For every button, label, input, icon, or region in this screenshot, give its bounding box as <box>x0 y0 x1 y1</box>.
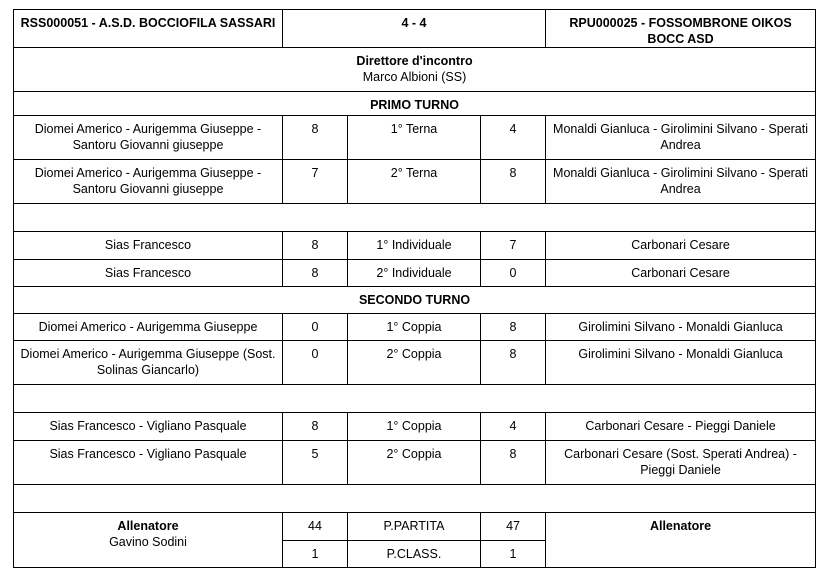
away-score: 8 <box>481 160 546 204</box>
home-score: 8 <box>283 232 348 260</box>
home-players: Sias Francesco - Vigliano Pasquale <box>14 441 283 485</box>
section-title-primo-turno: PRIMO TURNO <box>14 92 816 116</box>
away-players: Monaldi Gianluca - Girolimini Silvano - Sperati Andrea <box>546 116 816 160</box>
away-total: 1 <box>481 541 546 568</box>
director-name: Marco Albioni (SS) <box>362 70 467 84</box>
totals-row-partita <box>14 513 816 541</box>
spacer-row <box>14 385 816 413</box>
home-coach-name: Gavino Sodini <box>109 535 187 549</box>
game-row <box>14 116 816 160</box>
home-players: Diomei Americo - Aurigemma Giuseppe (Sost. Solinas Giancarlo) <box>14 341 283 385</box>
director-row <box>14 48 816 92</box>
game-type: 1° Individuale <box>348 232 481 260</box>
total-label: P.CLASS. <box>348 541 481 568</box>
home-players: Sias Francesco - Vigliano Pasquale <box>14 413 283 441</box>
game-row <box>14 314 816 341</box>
away-players: Carbonari Cesare - Pieggi Daniele <box>546 413 816 441</box>
home-score: 5 <box>283 441 348 485</box>
game-type: 1° Coppia <box>348 314 481 341</box>
home-players: Diomei Americo - Aurigemma Giuseppe <box>14 314 283 341</box>
home-coach-label: Allenatore <box>117 519 179 533</box>
away-team-name: RPU000025 - FOSSOMBRONE OIKOS BOCC ASD <box>546 10 816 48</box>
director-cell <box>14 48 816 92</box>
spacer-row <box>14 485 816 513</box>
director-label: Direttore d'incontro <box>356 54 473 68</box>
game-type: 2° Terna <box>348 160 481 204</box>
game-row <box>14 232 816 260</box>
away-score: 8 <box>481 314 546 341</box>
game-type: 2° Individuale <box>348 260 481 287</box>
home-players: Diomei Americo - Aurigemma Giuseppe - Santoru Giovanni giuseppe <box>14 160 283 204</box>
header-row <box>14 10 816 48</box>
away-players: Monaldi Gianluca - Girolimini Silvano - Sperati Andrea <box>546 160 816 204</box>
game-type: 1° Coppia <box>348 413 481 441</box>
match-report-table <box>13 9 816 568</box>
home-players: Sias Francesco <box>14 232 283 260</box>
game-type: 2° Coppia <box>348 341 481 385</box>
away-score: 4 <box>481 116 546 160</box>
away-players: Carbonari Cesare (Sost. Sperati Andrea) - Pieggi Daniele <box>546 441 816 485</box>
section-title-secondo-turno: SECONDO TURNO <box>14 287 816 314</box>
home-score: 7 <box>283 160 348 204</box>
home-score: 8 <box>283 116 348 160</box>
game-row <box>14 160 816 204</box>
spacer-row <box>14 204 816 232</box>
total-label: P.PARTITA <box>348 513 481 541</box>
away-score: 7 <box>481 232 546 260</box>
spacer-cell <box>14 485 816 513</box>
game-row <box>14 441 816 485</box>
home-score: 8 <box>283 413 348 441</box>
home-coach-cell <box>14 513 283 568</box>
game-row <box>14 341 816 385</box>
away-coach-cell <box>546 513 816 568</box>
home-score: 8 <box>283 260 348 287</box>
match-score: 4 - 4 <box>283 10 546 48</box>
game-row <box>14 260 816 287</box>
game-row <box>14 413 816 441</box>
away-players: Girolimini Silvano - Monaldi Gianluca <box>546 314 816 341</box>
away-players: Carbonari Cesare <box>546 260 816 287</box>
away-players: Carbonari Cesare <box>546 232 816 260</box>
home-score: 0 <box>283 314 348 341</box>
home-total: 1 <box>283 541 348 568</box>
home-team-name: RSS000051 - A.S.D. BOCCIOFILA SASSARI <box>14 10 283 48</box>
home-players: Sias Francesco <box>14 260 283 287</box>
away-score: 8 <box>481 341 546 385</box>
away-score: 0 <box>481 260 546 287</box>
away-score: 8 <box>481 441 546 485</box>
home-players: Diomei Americo - Aurigemma Giuseppe - Santoru Giovanni giuseppe <box>14 116 283 160</box>
away-score: 4 <box>481 413 546 441</box>
section-row-secondo-turno <box>14 287 816 314</box>
away-players: Girolimini Silvano - Monaldi Gianluca <box>546 341 816 385</box>
away-total: 47 <box>481 513 546 541</box>
game-type: 2° Coppia <box>348 441 481 485</box>
game-type: 1° Terna <box>348 116 481 160</box>
section-row-primo-turno <box>14 92 816 116</box>
spacer-cell <box>14 204 816 232</box>
spacer-cell <box>14 385 816 413</box>
home-score: 0 <box>283 341 348 385</box>
home-total: 44 <box>283 513 348 541</box>
away-coach-label: Allenatore <box>649 519 712 533</box>
